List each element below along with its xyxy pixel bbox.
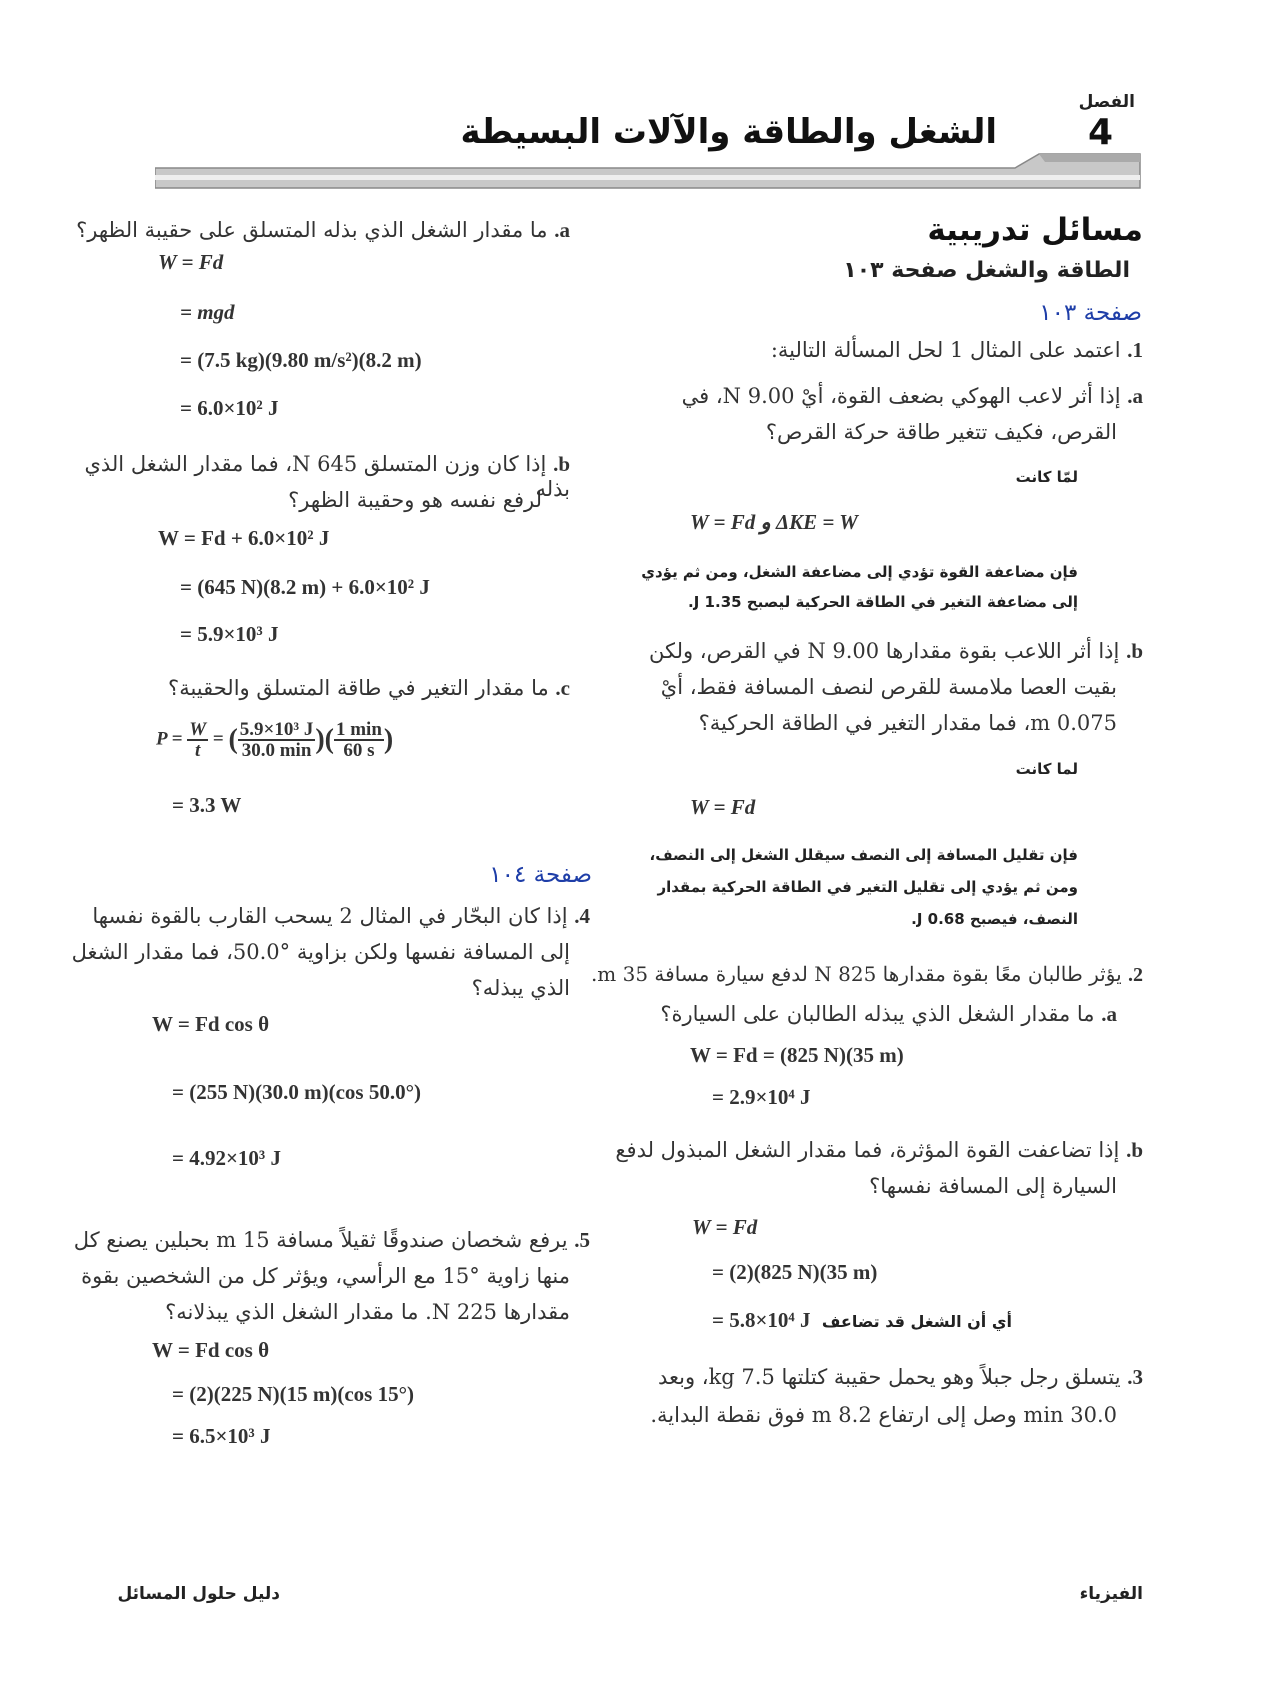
q2b-line1 — [493, 1138, 1143, 1163]
q2b-line2: السيارة إلى المسافة نفسها؟ — [869, 1174, 1117, 1198]
page-label-104: صفحة ١٠٤ — [489, 862, 592, 888]
chapter-label: الفصل — [1078, 92, 1135, 112]
q3b-eq3: = 5.9×10³ J — [180, 622, 279, 646]
q3a-eq3: = (7.5 kg)(9.80 m/s²)(8.2 m) — [180, 348, 422, 372]
q1b-line2: بقيت العصا ملامسة للقرص لنصف المسافة فقط، أيْ — [660, 675, 1117, 699]
q2a-eq1: W = Fd = (825 N)(35 m) — [690, 1043, 904, 1067]
q3c-frac1 — [238, 720, 316, 760]
q1-intro-text: اعتمد على المثال 1 لحل المسألة التالية: — [770, 338, 1121, 362]
q1a-text1: إذا أثر لاعب الهوكي بضعف القوة، أيْ N 9.00، في — [681, 384, 1121, 408]
q1b-text1: إذا أثر اللاعب بقوة مقدارها N 9.00 في القرص، ولكن — [649, 639, 1120, 663]
footer-guide: دليل حلول المسائل — [117, 1584, 280, 1604]
q2b-eq3: = 5.8×10⁴ J — [712, 1308, 811, 1332]
q4-text1: إذا كان البحّار في المثال 2 يسحب القارب بالقوة نفسها — [92, 904, 568, 928]
q1a-line2: القرص، فكيف تتغير طاقة حركة القرص؟ — [765, 420, 1117, 444]
section-subheading: الطاقة والشغل صفحة ١٠٣ — [843, 258, 1130, 283]
q3-line2: min 30.0 وصل إلى ارتفاع m 8.2 فوق نقطة البداية. — [650, 1403, 1117, 1427]
q5-line2: منها زاوية °15 مع الرأسي، ويؤثر كل من الشخصين بقوة — [81, 1264, 570, 1288]
q5-text1: يرفع شخصان صندوقًا ثقيلاً مسافة m 15 بحبلين يصنع كل — [73, 1228, 568, 1252]
q3a-text: ما مقدار الشغل الذي بذله المتسلق على حقيبة الظهر؟ — [76, 218, 548, 242]
q1a-label: a. — [1127, 384, 1143, 408]
q2b-eq2: = (2)(825 N)(35 m) — [712, 1260, 878, 1284]
q3c-line — [50, 676, 570, 701]
q1b-line1 — [493, 639, 1143, 664]
q3c-num2: 1 min — [335, 719, 382, 740]
q3b-eq2: = (645 N)(8.2 m) + 6.0×10² J — [180, 575, 430, 599]
q3c-eqsign: = — [212, 728, 224, 750]
q1b-answer1: فإن تقليل المسافة إلى النصف سيقلل الشغل إلى النصف، — [649, 846, 1078, 864]
q3a-eq2: = mgd — [180, 300, 235, 324]
q1a-given: لمّا كانت — [1015, 468, 1078, 486]
q2b-label: b. — [1126, 1138, 1143, 1162]
q3c-num1: 5.9×10³ J — [239, 719, 314, 740]
q3a-label: a. — [554, 218, 570, 242]
q3-number: 3. — [1127, 1365, 1143, 1389]
q4-number: 4. — [574, 904, 590, 928]
q2b-note: أي أن الشغل قد تضاعف — [821, 1312, 1012, 1331]
q3b-label: b. — [553, 452, 570, 476]
q1-intro — [543, 338, 1143, 363]
q5-eq2: = (2)(225 N)(15 m)(cos 15°) — [172, 1382, 414, 1406]
q3c-w: W — [189, 719, 207, 740]
q3a-line — [50, 218, 570, 243]
q2-text: يؤثر طالبان معًا بقوة مقدارها N 825 لدفع سيارة مسافة m 35. — [590, 962, 1122, 986]
q1b-answer2: ومن ثم يؤدي إلى تقليل التغير في الطاقة الحركية بمقدار — [657, 878, 1078, 896]
chapter-title: الشغل والطاقة والآلات البسيطة — [460, 112, 997, 152]
q3c-p: P = — [156, 728, 183, 750]
q3c-den2: 60 s — [343, 740, 375, 761]
q3c-den1: 30.0 min — [241, 740, 312, 761]
chapter-number: 4 — [1088, 112, 1114, 153]
q4-eq2: = (255 N)(30.0 m)(cos 50.0°) — [172, 1080, 421, 1104]
footer-subject: الفيزياء — [1079, 1584, 1143, 1604]
q2b-eq1: W = Fd — [692, 1215, 758, 1239]
q3a-eq1: W = Fd — [158, 250, 224, 274]
q2a-label: a. — [1101, 1002, 1117, 1026]
q5-eq1: W = Fd cos θ — [152, 1338, 270, 1362]
q5-line3: مقدارها N 225. ما مقدار الشغل الذي يبذلانه؟ — [165, 1300, 570, 1324]
header-rule — [155, 142, 1147, 192]
q1a-equation: W = Fd و ΔKE = W — [690, 510, 858, 534]
q3c-label: c. — [555, 676, 570, 700]
q1a-answer1: فإن مضاعفة القوة تؤدي إلى مضاعفة الشغل، ومن ثم يؤدي — [641, 563, 1078, 581]
q1a-line1 — [493, 384, 1143, 409]
q2a-eq2: = 2.9×10⁴ J — [712, 1085, 811, 1109]
q3a-eq4: = 6.0×10² J — [180, 396, 279, 420]
q3b-text1: إذا كان وزن المتسلق N 645، فما مقدار الشغل الذي بذله — [84, 452, 570, 501]
q5-number: 5. — [574, 1228, 590, 1252]
q3c-t: t — [195, 740, 201, 761]
q4-eq1 — [152, 1012, 269, 1037]
q5-line1 — [60, 1228, 590, 1253]
q1-number: 1. — [1127, 338, 1143, 362]
q1a-answer2: إلى مضاعفة التغير في الطاقة الحركية ليصبح J 1.35. — [688, 593, 1078, 611]
q1b-label: b. — [1126, 639, 1143, 663]
q1b-equation: W = Fd — [690, 795, 756, 819]
q3c-eq1: P = $\frac{W}{t}$ = ( $\frac{\text{5.9×10³ J}}{30.0 \min}$ )( $\frac{1 \min}{60 s}$ ) — [156, 719, 394, 761]
q4-line2: إلى المسافة نفسها ولكن بزاوية °50.0، فما مقدار الشغل — [71, 940, 570, 964]
page-label-103: صفحة ١٠٣ — [1039, 300, 1142, 326]
q3c-frac2 — [334, 720, 384, 760]
q3-line1 — [493, 1365, 1143, 1390]
q2-number: 2. — [1128, 964, 1143, 986]
q4-eq3: = 4.92×10³ J — [172, 1146, 281, 1170]
q3c-text: ما مقدار التغير في طاقة المتسلق والحقيبة؟ — [168, 676, 549, 700]
q4-eq1-text: W = Fd cos θ — [152, 1012, 270, 1036]
q4-line3: الذي يبذله؟ — [471, 976, 570, 1000]
q3b-eq1: W = Fd + 6.0×10² J — [158, 526, 330, 550]
q3c-eq2: = 3.3 W — [172, 793, 242, 817]
q4-line1 — [70, 904, 590, 929]
q3-text1: يتسلق رجل جبلاً وهو يحمل حقيبة كتلتها kg 7.5، وبعد — [657, 1365, 1121, 1389]
q3c-frac-w-t — [187, 720, 208, 760]
q1b-line3: m 0.075، فما مقدار التغير في الطاقة الحركية؟ — [698, 711, 1117, 735]
section-heading: مسائل تدريبية — [927, 212, 1143, 248]
q1b-answer3: النصف، فيصبح J 0.68. — [911, 910, 1078, 928]
q3b-line2: لرفع نفسه هو وحقيبة الظهر؟ — [288, 488, 542, 512]
q2b-text1: إذا تضاعفت القوة المؤثرة، فما مقدار الشغل المبذول لدفع — [615, 1138, 1120, 1162]
q2a-text: ما مقدار الشغل الذي يبذله الطالبان على السيارة؟ — [660, 1002, 1095, 1026]
q2a-line — [517, 1002, 1117, 1027]
q5-eq3: = 6.5×10³ J — [172, 1424, 271, 1448]
q1b-given: لما كانت — [1015, 760, 1078, 778]
